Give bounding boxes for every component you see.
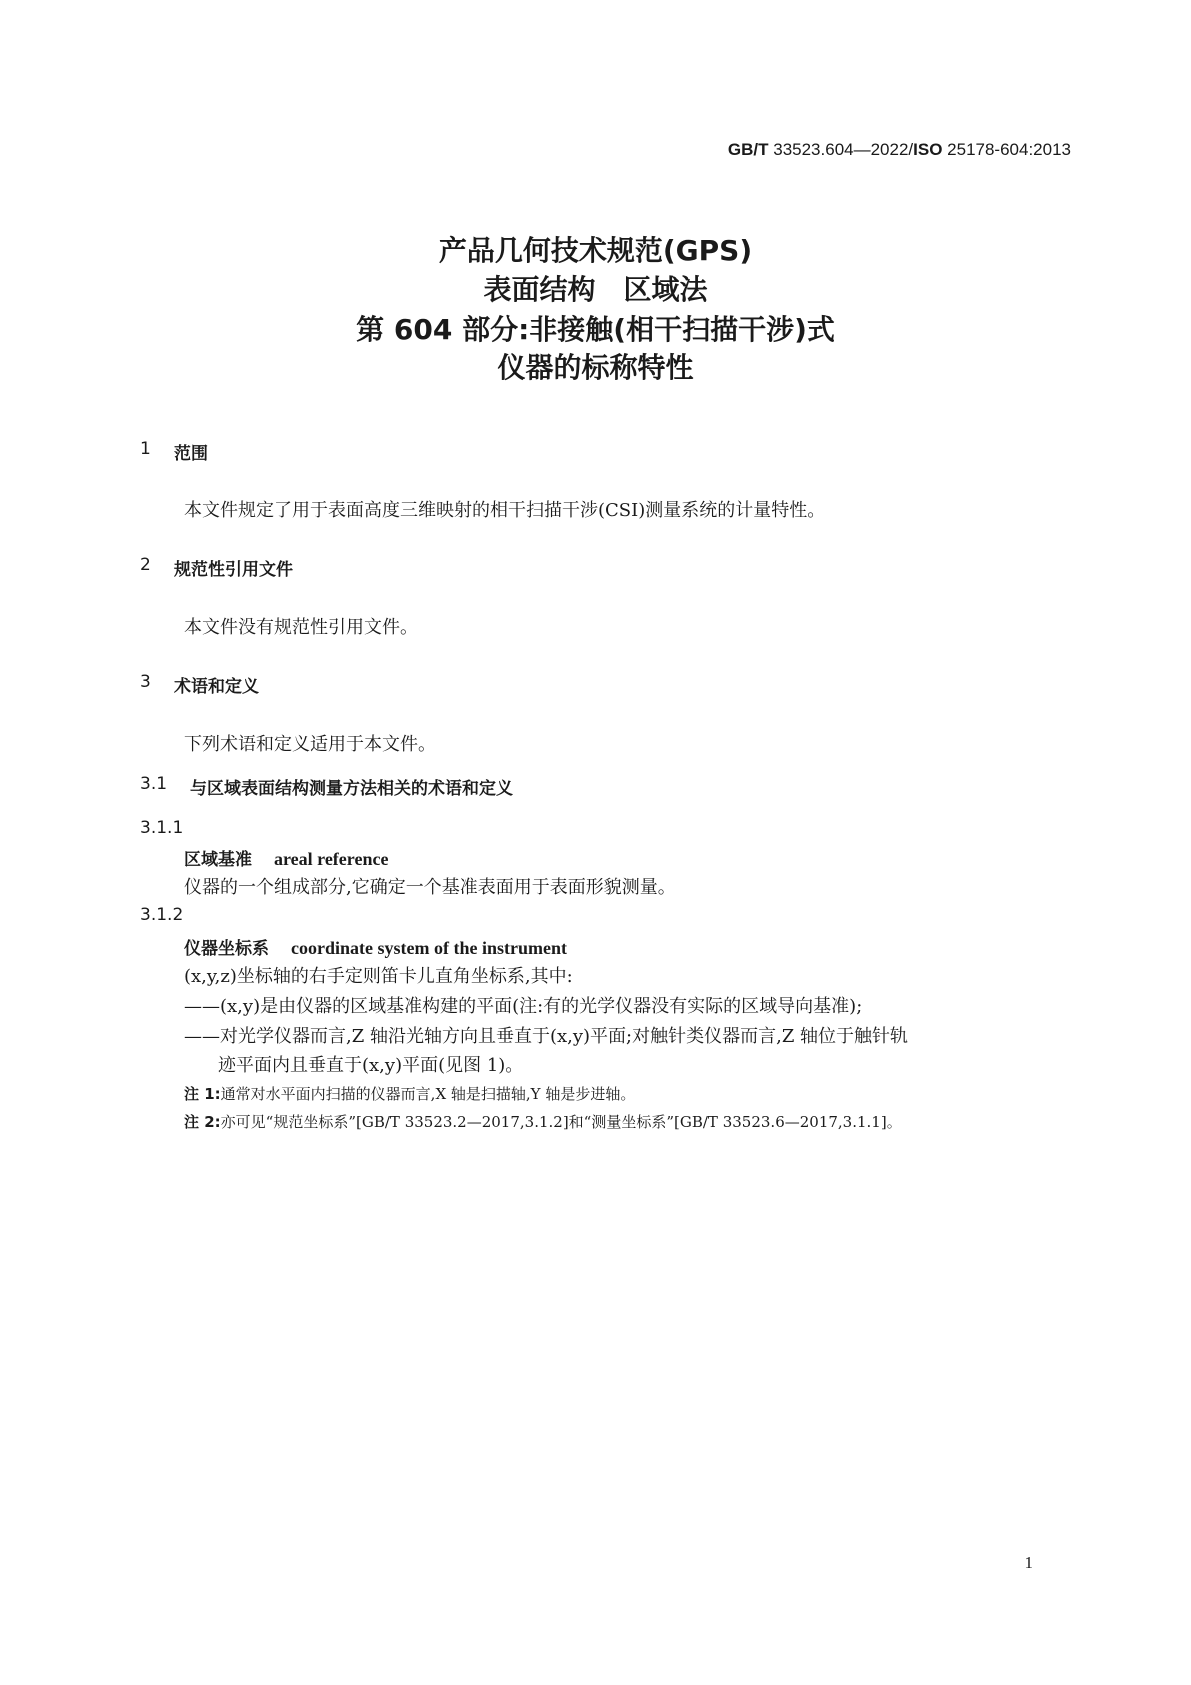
term-3-1-1-en: areal reference — [274, 849, 389, 869]
note-2 — [184, 1111, 902, 1132]
page-number: 1 — [1024, 1553, 1033, 1572]
term-3-1-2-heading — [184, 934, 567, 959]
section-3-title: 术语和定义 — [174, 677, 259, 697]
term-3-1-1-heading — [184, 845, 388, 870]
term-3-1-2-item-2-line-2: 迹平面内且垂直于(x,y)平面(见图 1)。 — [218, 1055, 524, 1076]
note-2-text: 亦可见“规范坐标系”[GB/T 33523.2—2017,3.1.2]和“测量坐标系”[GB/T 33523.6—2017,3.1.1]。 — [220, 1113, 902, 1131]
term-3-1-1-number: 3.1.1 — [140, 818, 184, 838]
section-2-body: 本文件没有规范性引用文件。 — [184, 617, 418, 638]
title-line-1: 产品几何技术规范(GPS) — [438, 234, 753, 267]
section-3-1-number: 3.1 — [140, 774, 168, 794]
term-3-1-2-definition: (x,y,z)坐标轴的右手定则笛卡儿直角坐标系,其中: — [184, 966, 573, 987]
section-3-body: 下列术语和定义适用于本文件。 — [184, 734, 436, 755]
section-1-number: 1 — [140, 439, 151, 459]
title-line-4: 仪器的标称特性 — [497, 351, 694, 384]
term-3-1-2-en: coordinate system of the instrument — [291, 938, 567, 958]
code-iso: ISO — [913, 140, 943, 159]
section-1-title: 范围 — [174, 444, 208, 464]
code-gb-number: 33523.604—2022/ — [768, 140, 914, 159]
term-3-1-2-item-2-line-1: ——对光学仪器而言,Z 轴沿光轴方向且垂直于(x,y)平面;对触针类仪器而言,Z 轴位于触针轨 — [184, 1026, 909, 1047]
term-3-1-1-definition: 仪器的一个组成部分,它确定一个基准表面用于表面形貌测量。 — [184, 877, 676, 898]
code-iso-number: 25178-604:2013 — [942, 140, 1071, 159]
section-2-title: 规范性引用文件 — [174, 560, 293, 580]
term-3-1-2-number: 3.1.2 — [140, 905, 184, 925]
note-1-label: 注 1: — [184, 1085, 221, 1103]
term-3-1-1-zh: 区域基准 — [184, 850, 252, 870]
title-line-2: 表面结构 区域法 — [483, 273, 708, 306]
title-line-3: 第 604 部分:非接触(相干扫描干涉)式 — [356, 313, 835, 346]
code-gb: GB/T — [727, 140, 769, 159]
term-3-1-2-item-1: ——(x,y)是由仪器的区域基准构建的平面(注:有的光学仪器没有实际的区域导向基准); — [184, 996, 863, 1017]
note-1-text: 通常对水平面内扫描的仪器而言,X 轴是扫描轴,Y 轴是步进轴。 — [220, 1085, 636, 1103]
term-3-1-2-zh: 仪器坐标系 — [184, 939, 269, 959]
section-3-number: 3 — [140, 672, 151, 692]
section-1-body: 本文件规定了用于表面高度三维映射的相干扫描干涉(CSI)测量系统的计量特性。 — [184, 500, 826, 521]
note-2-label: 注 2: — [184, 1113, 221, 1131]
section-3-1-title: 与区域表面结构测量方法相关的术语和定义 — [190, 779, 513, 799]
document-code — [728, 140, 1071, 160]
section-2-number: 2 — [140, 555, 151, 575]
note-1 — [184, 1083, 635, 1104]
